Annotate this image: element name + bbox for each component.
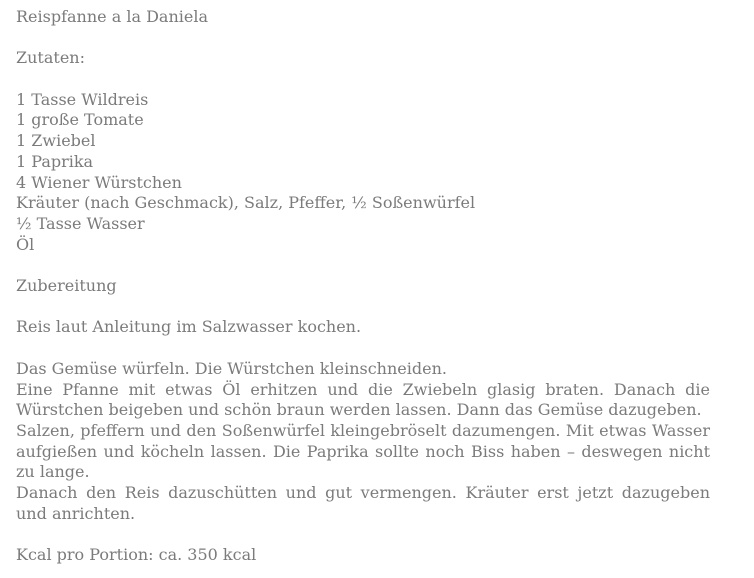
step-fry: Eine Pfanne mit etwas Öl erhitzen und die Zwiebeln glasig braten. Danach die Würstchen beigeben und schön braun werden lassen. Dann das Gemüse dazugeben. bbox=[16, 379, 710, 420]
ingredient-item: 1 Zwiebel bbox=[16, 131, 96, 151]
step-rice: Reis laut Anleitung im Salzwasser kochen. bbox=[16, 317, 362, 337]
blank-line bbox=[16, 338, 710, 359]
step-finish: Danach den Reis dazuschütten und gut vermengen. Kräuter erst jetzt dazugeben und anrichten. bbox=[16, 483, 710, 523]
ingredient-item: 4 Wiener Würstchen bbox=[16, 172, 182, 192]
ingredient-item: Kräuter (nach Geschmack), Salz, Pfeffer, ½ Soßenwürfel bbox=[16, 193, 476, 213]
blank-line bbox=[16, 525, 710, 546]
ingredient-item: Öl bbox=[16, 234, 35, 254]
ingredient-item: 1 Paprika bbox=[16, 151, 94, 171]
ingredient-item: 1 Tasse Wildreis bbox=[16, 89, 149, 109]
preparation-heading: Zubereitung bbox=[16, 276, 117, 296]
recipe-title: Reispfanne a la Daniela bbox=[16, 7, 208, 26]
ingredient-item: 1 große Tomate bbox=[16, 110, 144, 130]
blank-line bbox=[16, 297, 710, 318]
step-season: Salzen, pfeffern und den Soßenwürfel kleingebröselt dazumengen. Mit etwas Wasser aufgießen und köcheln lassen. Die Paprika sollte noch Biss haben – deswegen nicht zu lange. bbox=[16, 420, 710, 482]
calories-line: Kcal pro Portion: ca. 350 kcal bbox=[16, 545, 257, 565]
blank-line bbox=[16, 69, 710, 90]
blank-line bbox=[16, 255, 710, 276]
blank-line bbox=[16, 28, 710, 49]
step-cut: Das Gemüse würfeln. Die Würstchen kleinschneiden. bbox=[16, 358, 447, 378]
ingredients-heading: Zutaten: bbox=[16, 48, 85, 68]
ingredient-item: ½ Tasse Wasser bbox=[16, 214, 145, 233]
ingredients-list bbox=[16, 90, 710, 256]
